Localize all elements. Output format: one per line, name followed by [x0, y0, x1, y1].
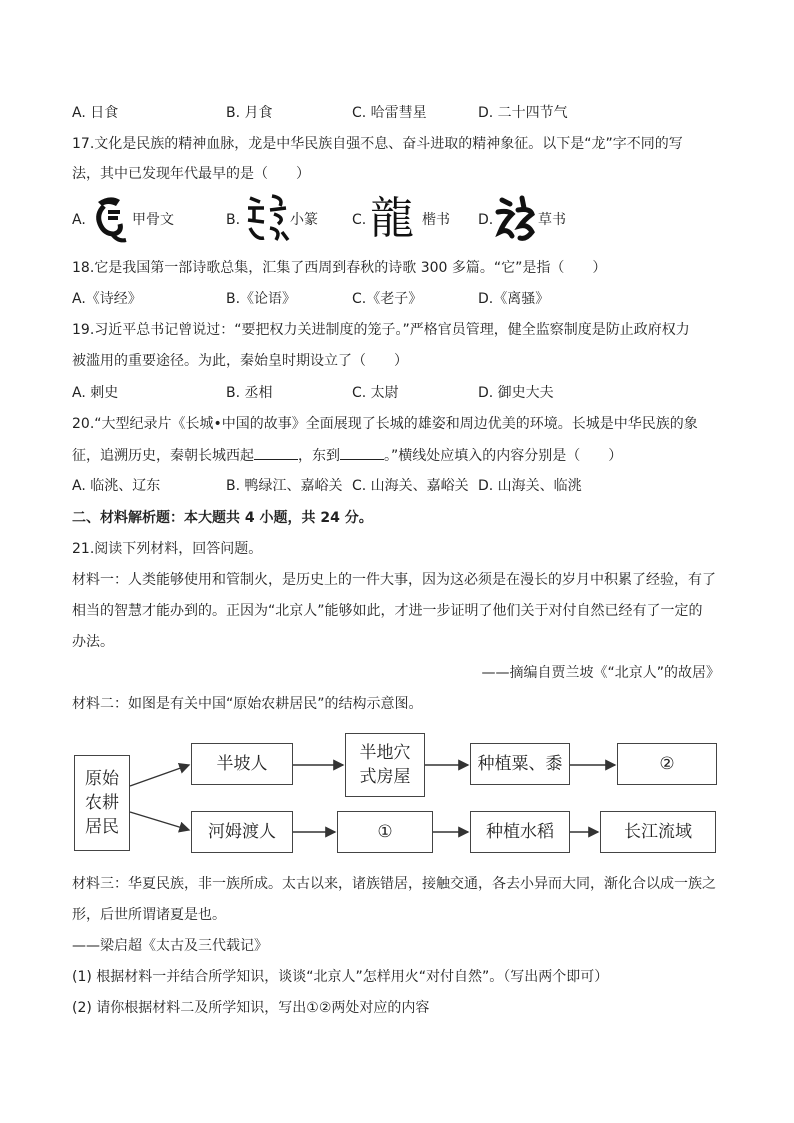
q19-option-a: A. 刺史 [72, 385, 119, 401]
q20-blank-east [340, 445, 384, 460]
diagram-blank2-label: ② [659, 754, 675, 774]
q21-intro: 21.阅读下列材料，回答问题。 [72, 541, 263, 557]
q18-option-b: B.《论语》 [226, 291, 297, 307]
q20-blank-west [254, 445, 298, 460]
q21-material1-line2: 相当的智慧才能办到的。正因为“北京人”能够如此，才进一步证明了他们关于对付自然已经有了一定的 [72, 603, 703, 619]
arrow-root-to-banpo [130, 765, 189, 786]
q16-option-c: C. 哈雷彗星 [352, 105, 427, 121]
diagram-root-line3: 居民 [85, 817, 119, 837]
q17-option-d-letter: D. [478, 212, 494, 228]
q18-option-d: D.《离骚》 [478, 291, 550, 307]
q21-subquestion2: (2) 请你根据材料二及所学知识，写出①②两处对应的内容 [72, 1000, 430, 1016]
q17-option-c-letter: C. [352, 212, 367, 228]
q18-option-c: C.《老子》 [352, 291, 423, 307]
diagram-root-line2: 农耕 [85, 793, 119, 813]
section2-title: 二、材料解析题：本大题共 4 小题，共 24 分。 [72, 510, 373, 526]
q19-option-c: C. 太尉 [352, 385, 399, 401]
q21-material3-line1: 材料三：华夏民族，非一族所成。太古以来，诸族错居，接触交通，各去小异而大同，渐化合以成一族之 [72, 876, 716, 892]
q20-stem-line2 [72, 445, 622, 466]
q17-stem-line2: 法，其中已发现年代最早的是（ ） [72, 166, 310, 182]
diagram-house-line1: 半地穴 [359, 743, 411, 763]
diagram-root-box [74, 755, 130, 851]
q18-stem: 18.它是我国第一部诗歌总集，汇集了西周到春秋的诗歌 300 多篇。“它”是指（ ） [72, 260, 607, 276]
diagram-millet-box [470, 743, 570, 785]
diagram-house-box [345, 733, 425, 797]
diagram-rice-box [470, 811, 570, 853]
q20-option-d: D. 山海关、临洮 [478, 478, 582, 494]
q21-material1-line3: 办法。 [72, 634, 114, 650]
q17-stem-line1: 17.文化是民族的精神血脉，龙是中华民族自强不息、奋斗进取的精神象征。以下是“龙”字不同的写 [72, 136, 683, 152]
arrow-root-to-hemudu [130, 812, 189, 830]
regular-script-dragon-glyph: 龍 [370, 193, 414, 244]
diagram-rice-label: 种植水稻 [486, 822, 554, 842]
q19-option-d: D. 御史大夫 [478, 385, 554, 401]
q21-material3-source: ——梁启超《太古及三代载记》 [72, 938, 268, 954]
diagram-millet-label: 种植粟、黍 [477, 754, 563, 774]
oracle-bone-dragon-glyph [90, 192, 130, 246]
q21-material1-line1: 材料一：人类能够使用和管制火，是历史上的一件大事，因为这必须是在漫长的岁月中积累了经验，有了 [72, 572, 716, 588]
q17-option-a-label: 甲骨文 [132, 212, 174, 228]
q20-option-a: A. 临洮、辽东 [72, 478, 161, 494]
diagram-hemudu-box [191, 811, 293, 853]
diagram-yangtze-label: 长江流域 [624, 822, 692, 842]
q16-option-a: A. 日食 [72, 105, 119, 121]
seal-script-dragon-glyph [244, 192, 290, 246]
cursive-script-dragon-glyph [494, 192, 536, 246]
q16-option-d: D. 二十四节气 [478, 105, 568, 121]
q16-option-b: B. 月食 [226, 105, 273, 121]
q21-material2-line1: 材料二：如图是有关中国“原始农耕居民”的结构示意图。 [72, 696, 423, 712]
q20-option-c: C. 山海关、嘉峪关 [352, 478, 469, 494]
diagram-house-line2: 式房屋 [359, 767, 411, 787]
diagram-blank2-box [617, 743, 717, 785]
q20-stem-line2-part3: 。”横线处应填入的内容分别是（ ） [384, 448, 623, 464]
diagram-yangtze-box [600, 811, 716, 853]
q19-stem-line2: 被滥用的重要途径。为此，秦始皇时期设立了（ ） [72, 353, 408, 369]
diagram-banpo-box [191, 743, 293, 785]
q20-stem-line1: 20.“大型纪录片《长城•中国的故事》全面展现了长城的雄姿和周边优美的环境。长城是中华民族的象 [72, 416, 698, 432]
q20-stem-line2-part1: 征，追溯历史，秦朝长城西起 [72, 448, 254, 464]
q19-option-b: B. 丞相 [226, 385, 273, 401]
q19-stem-line1: 19.习近平总书记曾说过：“要把权力关进制度的笼子。”严格官员管理，健全监察制度是防止政府权力 [72, 322, 690, 338]
diagram-hemudu-label: 河姆渡人 [208, 822, 276, 842]
q17-option-c-label: 楷书 [422, 212, 450, 228]
q17-option-b-label: 小篆 [290, 212, 318, 228]
diagram-root-line1: 原始 [85, 769, 119, 789]
q17-option-d-label: 草书 [538, 212, 566, 228]
diagram-blank1-box [337, 811, 433, 853]
q21-material3-line2: 形，后世所谓诸夏是也。 [72, 907, 226, 923]
q17-options [72, 192, 732, 246]
q17-option-a-letter: A. [72, 212, 86, 228]
q21-material1-source: ——摘编自贾兰坡《“北京人”的故居》 [481, 665, 720, 681]
q18-option-a: A.《诗经》 [72, 291, 142, 307]
diagram-blank1-label: ① [377, 822, 393, 842]
q21-subquestion1: (1) 根据材料一并结合所学知识，谈谈“北京人”怎样用火“对付自然”。（写出两个即可） [72, 969, 609, 985]
q17-option-b-letter: B. [226, 212, 241, 228]
q20-option-b: B. 鸭绿江、嘉峪关 [226, 478, 343, 494]
diagram-banpo-label: 半坡人 [216, 754, 268, 774]
q20-stem-line2-part2: ，东到 [298, 448, 340, 464]
